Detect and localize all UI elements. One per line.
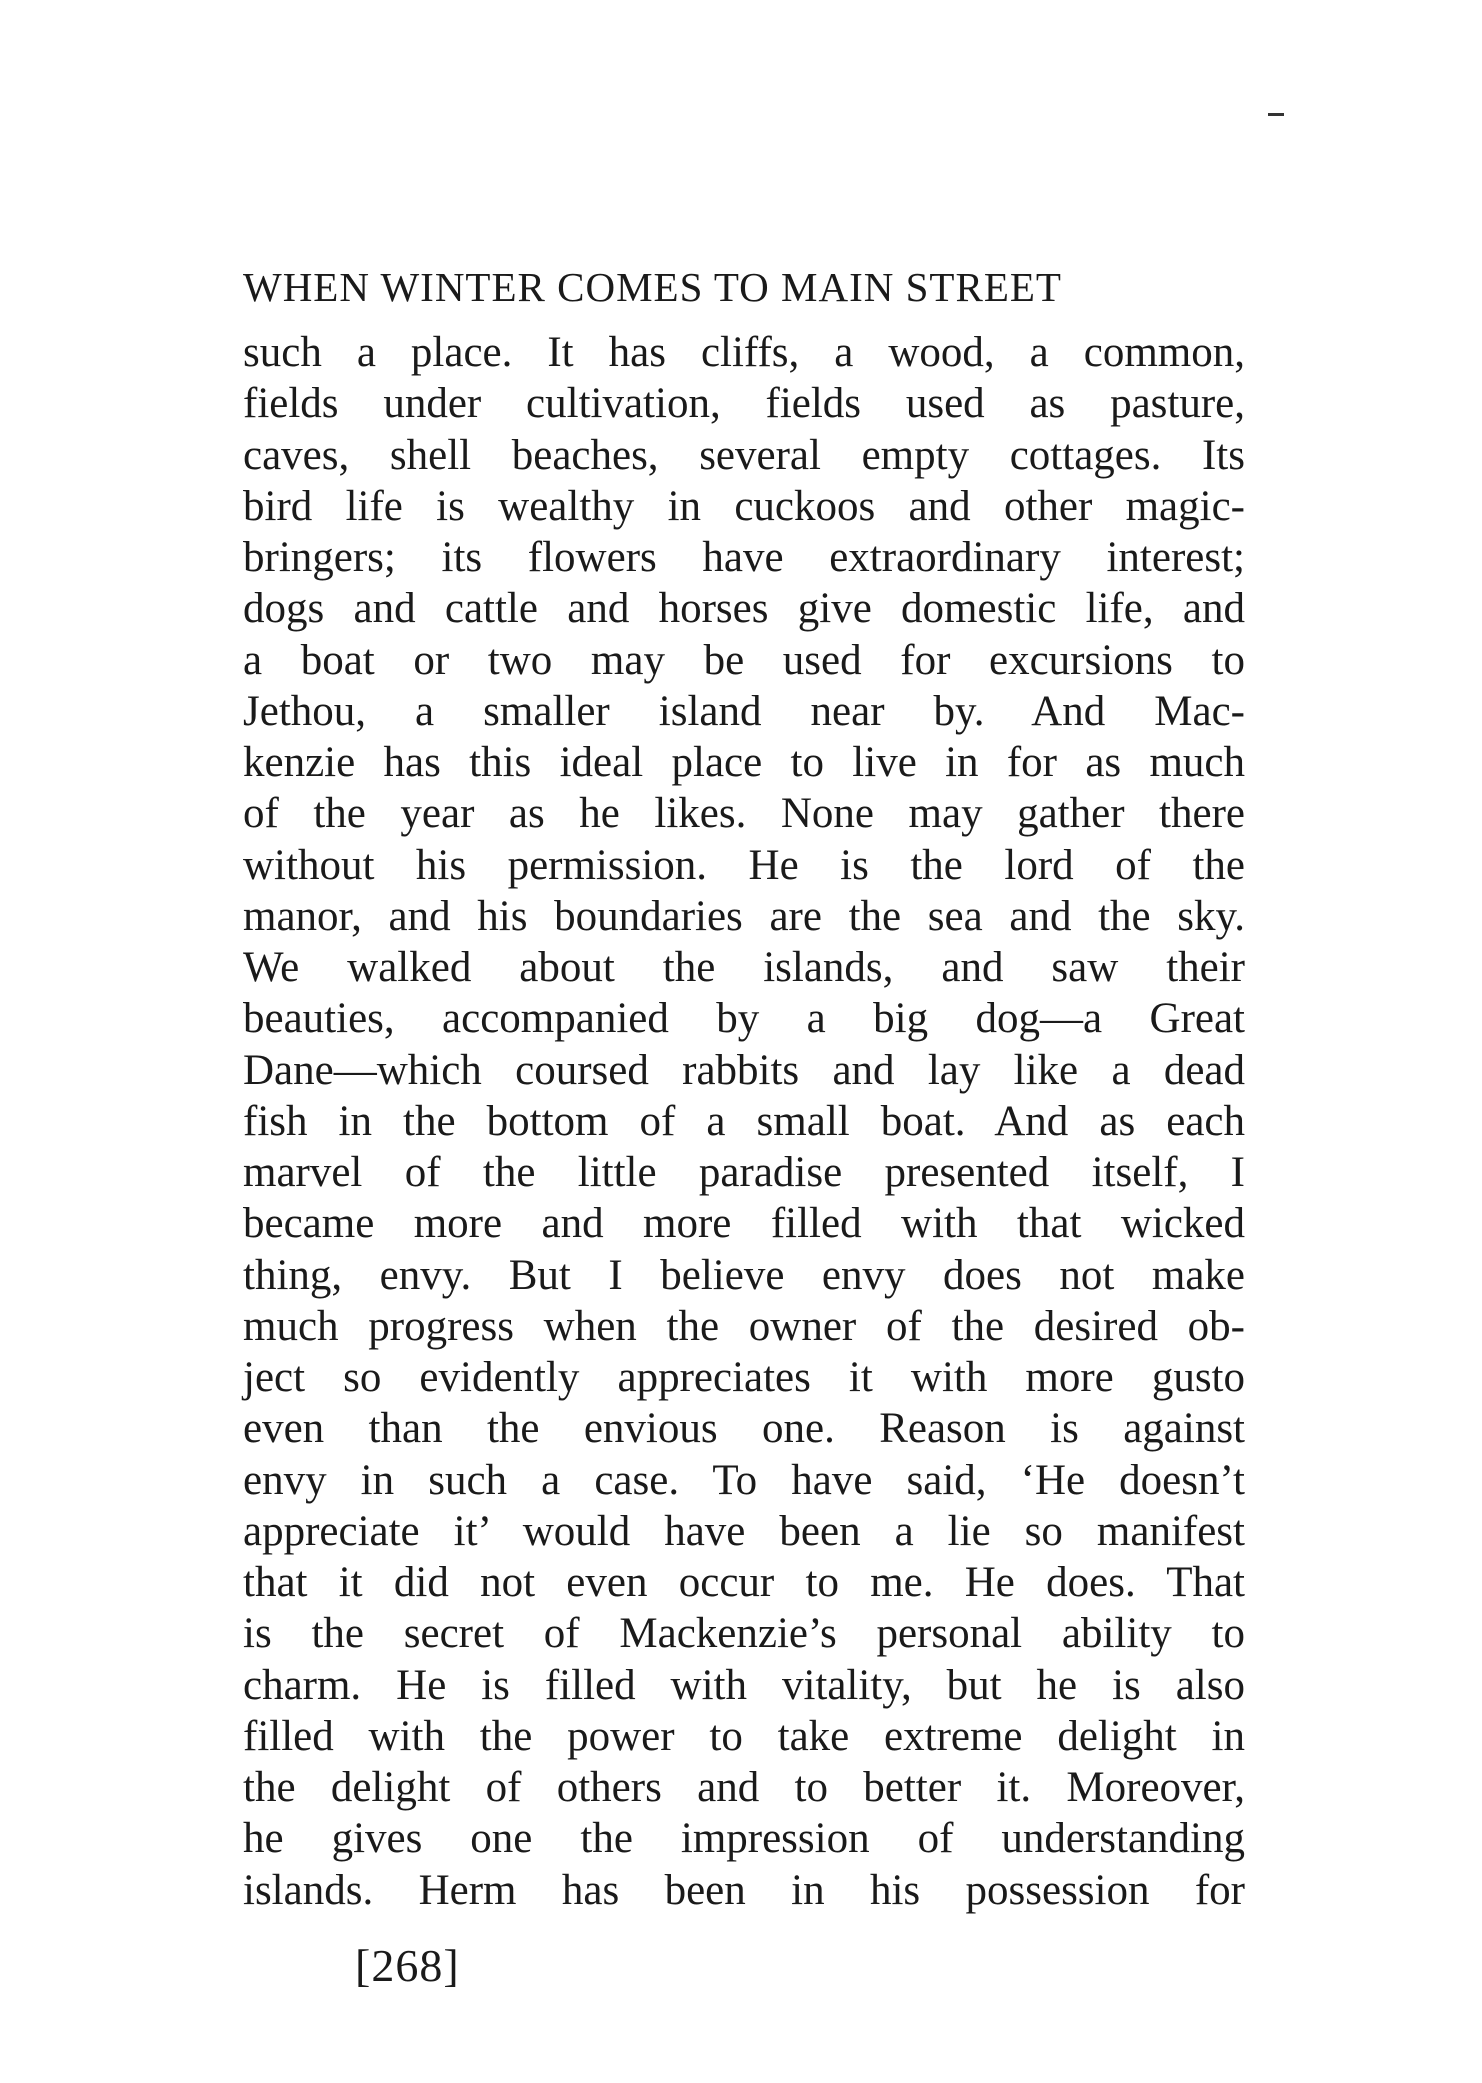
text-line: appreciate it’ would have been a lie so manifest <box>243 1507 1245 1555</box>
text-line: a boat or two may be used for excursions to <box>243 636 1245 684</box>
text-line: fields under cultivation, fields used as pasture, <box>243 380 1245 428</box>
text-line: envy in such a case. To have said, ‘He doesn’t <box>243 1456 1245 1504</box>
text-line: ject so evidently appreciates it with more gusto <box>243 1354 1245 1401</box>
text-line: Dane—which coursed rabbits and lay like a dead <box>243 1046 1245 1094</box>
text-line: is the secret of Mackenzie’s personal ability to <box>243 1610 1245 1658</box>
text-line: fish in the bottom of a small boat. And as each <box>243 1097 1245 1145</box>
text-line: bird life is wealthy in cuckoos and other magic- <box>243 482 1245 530</box>
text-line: caves, shell beaches, several empty cottages. Its <box>243 431 1245 479</box>
text-line: dogs and cattle and horses give domestic life, and <box>243 585 1245 633</box>
text-line: bringers; its flowers have extraordinary interest; <box>243 534 1245 581</box>
text-line: without his permission. He is the lord of the <box>243 841 1245 889</box>
running-head: WHEN WINTER COMES TO MAIN STREET <box>243 264 1062 310</box>
text-line: became more and more filled with that wicked <box>243 1200 1245 1248</box>
text-line: that it did not even occur to me. He does. That <box>243 1559 1245 1606</box>
page-number: [268] <box>355 1940 460 1991</box>
text-line: manor, and his boundaries are the sea and the sky. <box>243 892 1245 940</box>
text-line: much progress when the owner of the desired ob- <box>243 1302 1245 1350</box>
text-line: such a place. It has cliffs, a wood, a common, <box>243 329 1245 376</box>
corner-mark <box>1268 113 1284 116</box>
text-line: kenzie has this ideal place to live in for as much <box>243 739 1245 786</box>
body-text <box>243 327 1245 1916</box>
text-line: Jethou, a smaller island near by. And Mac- <box>243 687 1245 735</box>
text-line: beauties, accompanied by a big dog—a Great <box>243 995 1245 1043</box>
text-line: marvel of the little paradise presented itself, I <box>243 1149 1245 1196</box>
text-line: the delight of others and to better it. Moreover, <box>243 1764 1245 1811</box>
text-line: even than the envious one. Reason is against <box>243 1405 1245 1453</box>
text-line: islands. Herm has been in his possession for <box>243 1866 1245 1914</box>
text-line: thing, envy. But I believe envy does not make <box>243 1251 1245 1299</box>
text-line: filled with the power to take extreme delight in <box>243 1712 1245 1760</box>
text-line: he gives one the impression of understanding <box>243 1815 1245 1863</box>
text-line: of the year as he likes. None may gather there <box>243 790 1245 838</box>
text-line: We walked about the islands, and saw their <box>243 944 1245 991</box>
text-line: charm. He is filled with vitality, but he is also <box>243 1661 1245 1709</box>
